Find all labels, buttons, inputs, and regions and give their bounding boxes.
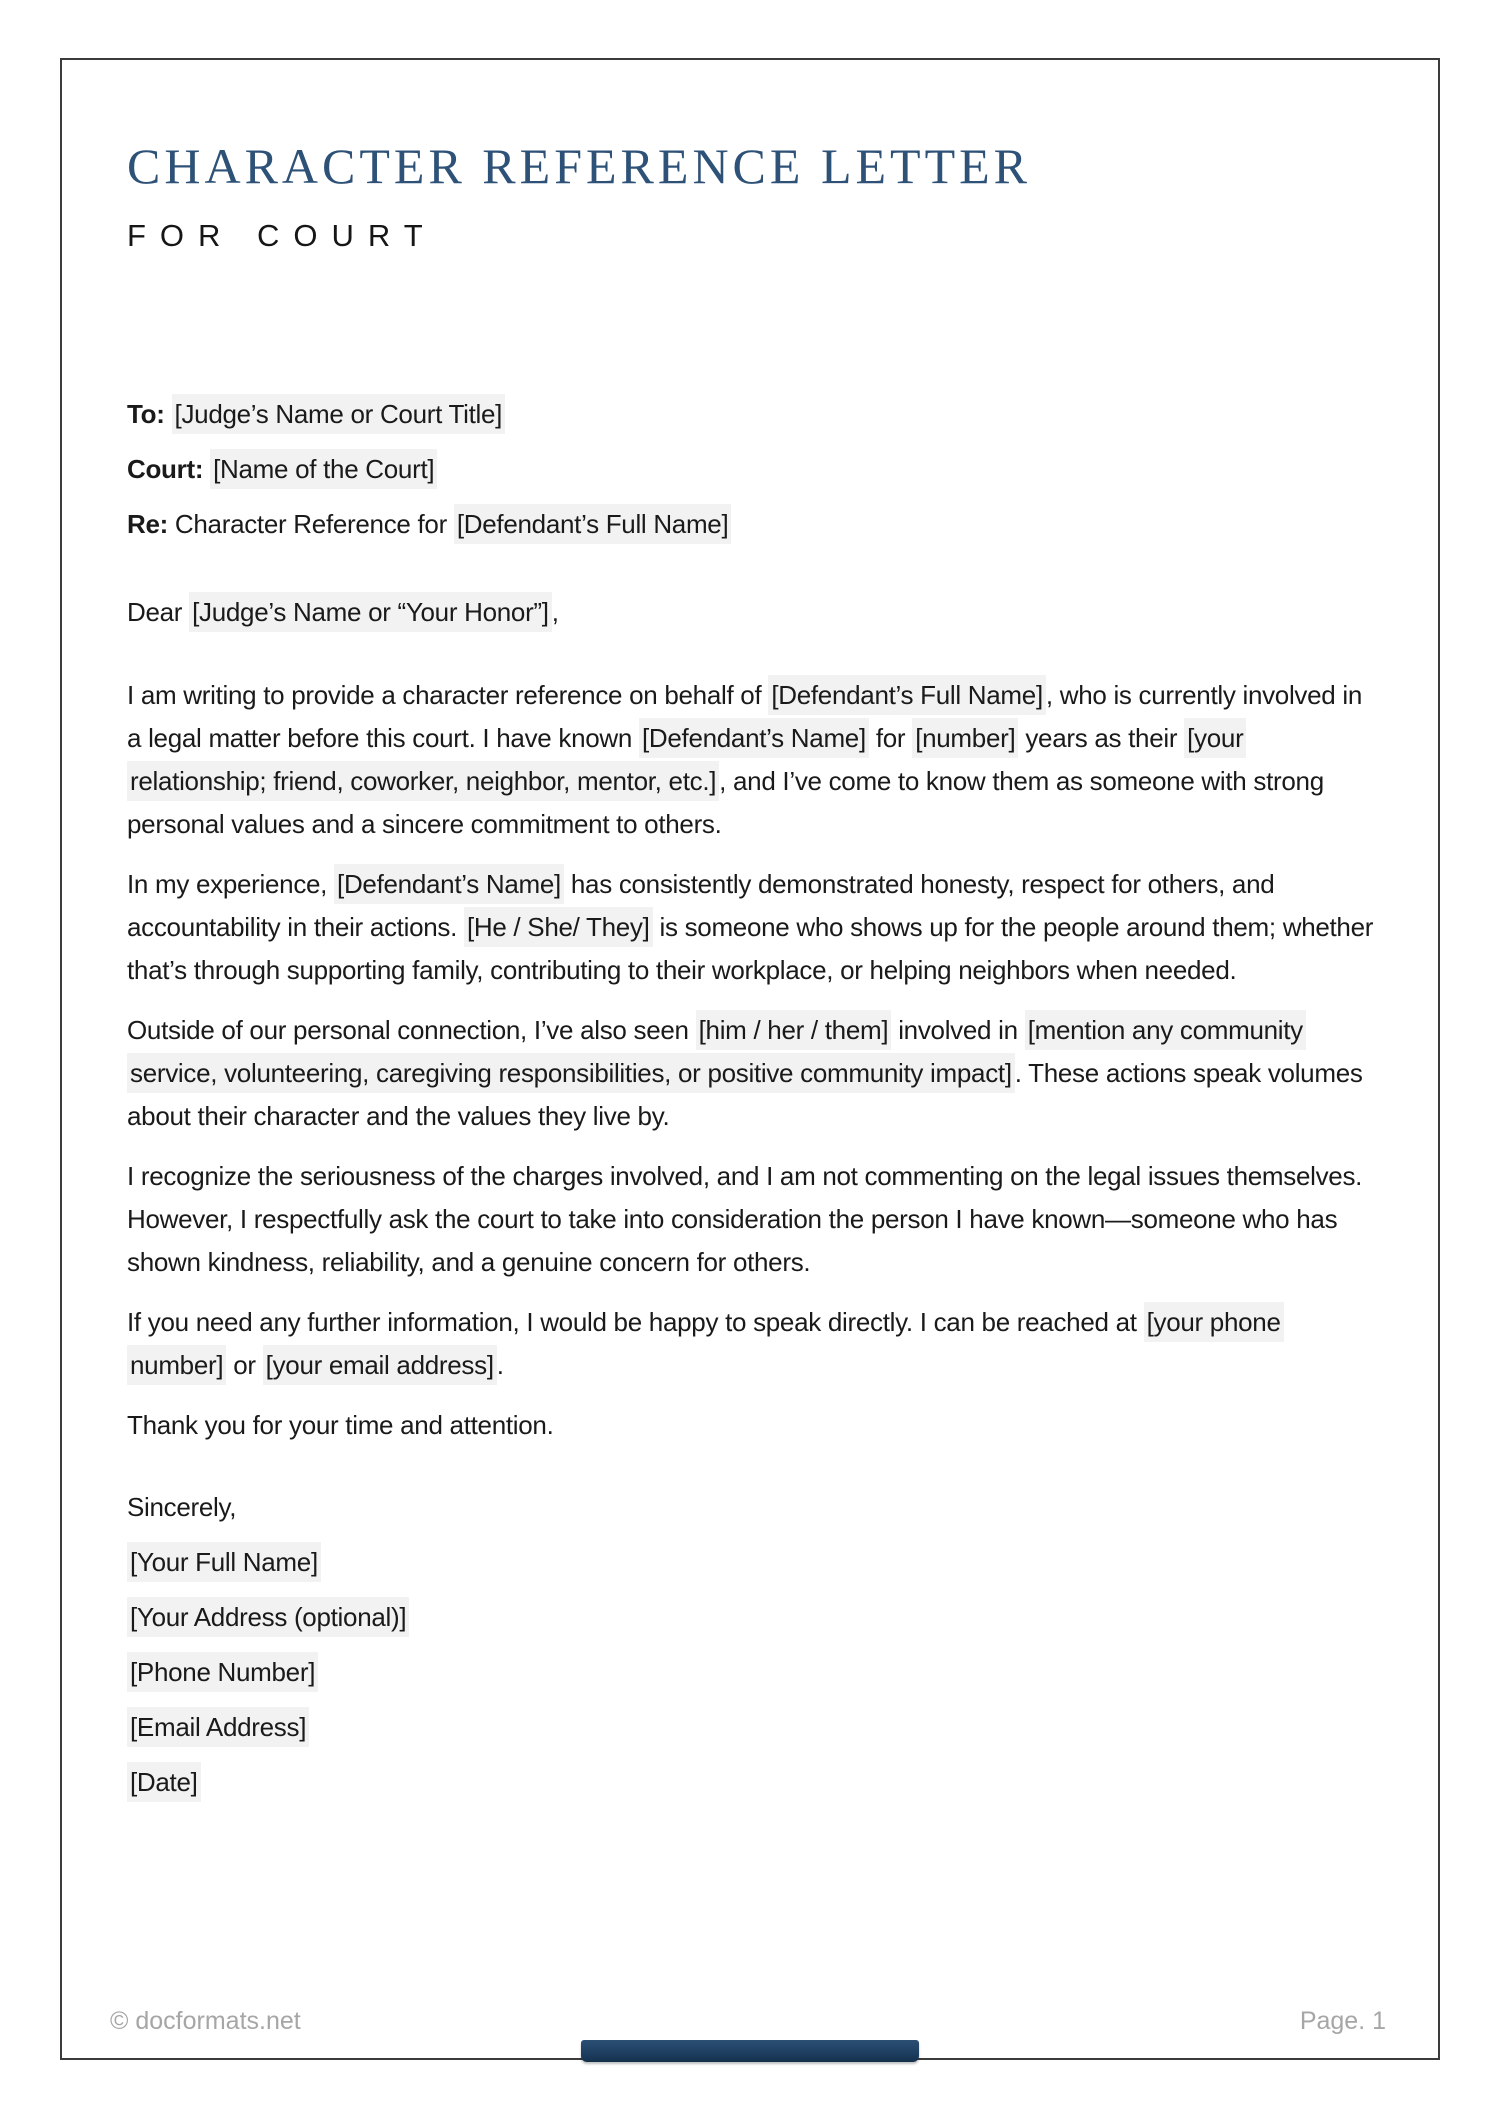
document-page xyxy=(60,58,1440,2060)
signature-email: [Email Address] xyxy=(127,1707,1376,1747)
meta-line-court: Court: [Name of the Court] xyxy=(127,449,1376,489)
paragraph-charges: I recognize the seriousness of the charges involved, and I am not commenting on the legal issues themselves. However, I respectfully ask the court to take into consideration the person I have known—someone who has shown kindness, reliability, and a genuine concern for others. xyxy=(127,1161,1363,1277)
paragraph-intro: I am writing to provide a character reference on behalf of [Defendant’s Full Name] , who is currently involved in a legal matter before this court. I have known [Defendant’s Name] for [number] years as their [your relationship; friend, coworker, neighbor, mentor, etc.] , and I’ve come to know them as someone with strong personal values and a sincere commitment to others. xyxy=(127,674,1376,846)
paragraph-contact: If you need any further information, I would be happy to speak directly. I can be reached at [your phone number] or [your email address] . xyxy=(127,1301,1376,1387)
page-subtitle: FOR COURT xyxy=(127,218,437,253)
recipient-block xyxy=(127,394,1376,544)
footer-copyright: © docformats.net xyxy=(110,2007,301,2035)
letter-body xyxy=(127,674,1376,1447)
signature-address: [Your Address (optional)] xyxy=(127,1597,1376,1637)
paragraph-thanks: Thank you for your time and attention. xyxy=(127,1410,554,1440)
paragraph-experience: In my experience, [Defendant’s Name] has consistently demonstrated honesty, respect for others, and accountability in their actions. [He / She/ They] is someone who shows up for the people around them; whether that’s through supporting family, contributing to their workplace, or helping neighbors when needed. xyxy=(127,863,1376,992)
meta-line-re: Re: Character Reference for [Defendant’s Full Name] xyxy=(127,504,1376,544)
page-footer xyxy=(110,2007,1386,2036)
salutation: Dear [Judge’s Name or “Your Honor”] , xyxy=(127,592,1376,632)
footer-page-number: Page. 1 xyxy=(1299,2007,1386,2035)
letter-content xyxy=(62,60,1438,1802)
signature-block xyxy=(127,1542,1376,1802)
signature-date: [Date] xyxy=(127,1762,1376,1802)
accent-bar xyxy=(581,2040,919,2062)
page-title: CHARACTER REFERENCE LETTER xyxy=(127,138,1031,194)
signoff: Sincerely, xyxy=(127,1492,237,1522)
signature-phone: [Phone Number] xyxy=(127,1652,1376,1692)
signature-full-name: [Your Full Name] xyxy=(127,1542,1376,1582)
paragraph-community: Outside of our personal connection, I’ve also seen [him / her / them] involved in [mention any community service, volunteering, caregiving responsibilities, or positive community impact] . These actions speak volumes about their character and the values they live by. xyxy=(127,1009,1376,1138)
meta-line-to: To: [Judge’s Name or Court Title] xyxy=(127,394,1376,434)
